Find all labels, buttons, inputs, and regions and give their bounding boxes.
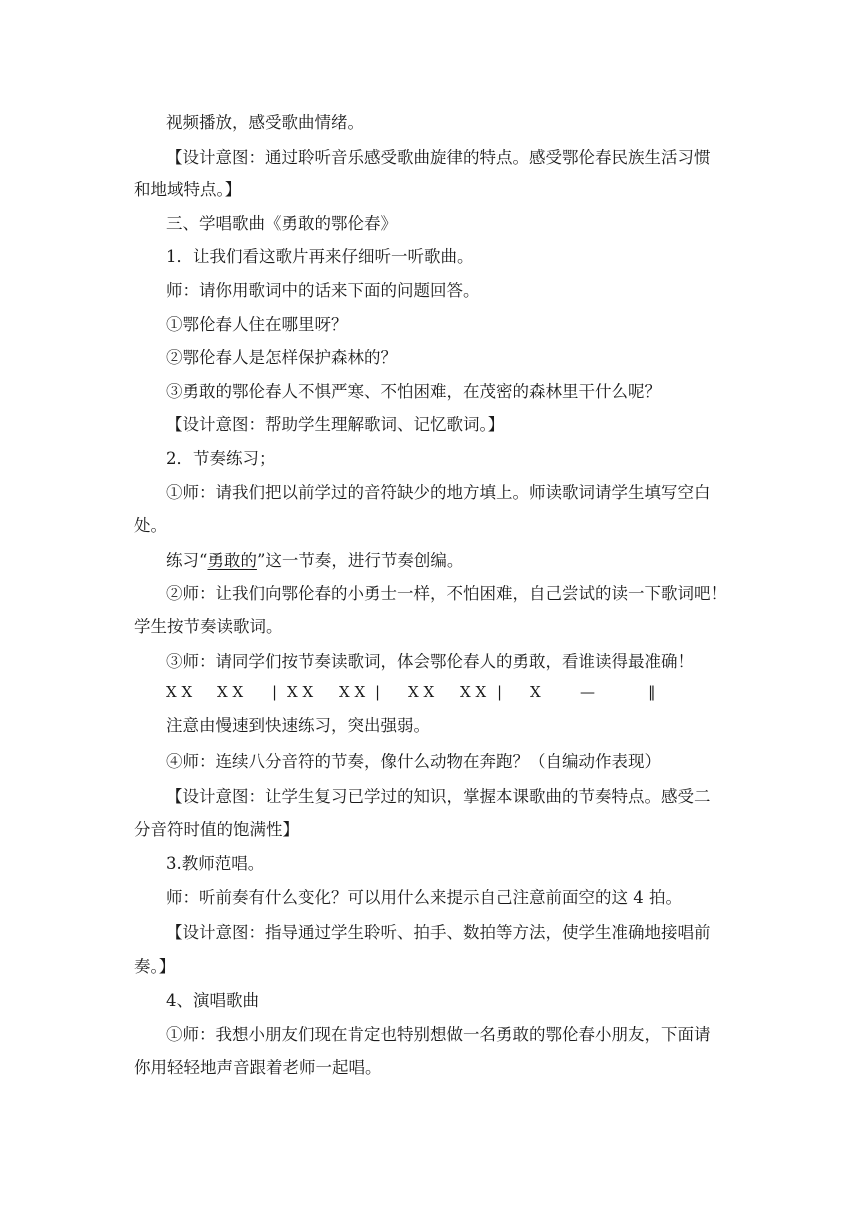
rhythm-note-pair: X X: [339, 683, 366, 701]
subsection-heading: 3.教师范唱。: [166, 854, 265, 873]
rhythm-practice-line: [166, 550, 766, 572]
rhythm-note: X: [530, 683, 541, 701]
rhythm-note-pair: X X: [460, 683, 487, 701]
text-line: 师：请你用歌词中的话来下面的问题回答。: [166, 281, 480, 300]
design-intent-line: 【设计意图：通过聆听音乐感受歌曲旋律的特点。感受鄂伦春民族生活习惯: [166, 148, 711, 167]
question-item: ③勇敢的鄂伦春人不惧严寒、不怕困难，在茂密的森林里干什么呢？: [166, 382, 661, 401]
bar-line: |: [272, 683, 278, 701]
underlined-word: 勇敢的: [207, 551, 257, 570]
question-item: ①鄂伦春人住在哪里呀？: [166, 315, 348, 334]
tie-dash: —: [580, 683, 595, 701]
rhythm-note-pair: X X: [217, 683, 244, 701]
text-fragment: 练习“: [166, 551, 208, 570]
design-intent-line: 【设计意图：指导通过学生聆听、拍手、数拍等方法，使学生准确地接唱前: [166, 923, 711, 942]
text-line: ①师：我想小朋友们现在肯定也特别想做一名勇敢的鄂伦春小朋友，下面请: [166, 1025, 711, 1044]
text-fragment: ”这一节奏，进行节奏创编。: [256, 551, 464, 570]
text-line: ②师：让我们向鄂伦春的小勇士一样，不怕困难，自己尝试的读一下歌词吧！: [166, 584, 727, 603]
text-line: 奏。】: [134, 957, 176, 976]
rhythm-note-pair: X X: [166, 683, 193, 701]
end-bar-line: ‖: [648, 683, 656, 701]
rhythm-note-pair: X X: [287, 683, 314, 701]
text-line: ①师：请我们把以前学过的音符缺少的地方填上。师读歌词请学生填写空白: [166, 483, 711, 502]
subsection-heading: 2．节奏练习；: [166, 449, 276, 468]
text-line: 1．让我们看这歌片再来仔细听一听歌曲。: [166, 247, 474, 266]
text-line: 分音符时值的饱满性】: [134, 820, 299, 839]
text-line: 和地域特点。】: [134, 180, 242, 199]
section-heading: 三、学唱歌曲《勇敢的鄂伦春》: [166, 214, 397, 233]
text-line: 你用轻轻地声音跟着老师一起唱。: [134, 1058, 382, 1077]
text-line: 学生按节奏读歌词。: [134, 617, 283, 636]
design-intent-line: 【设计意图：帮助学生理解歌词、记忆歌词。】: [166, 415, 505, 434]
text-line: 注意由慢速到快速练习，突出强弱。: [166, 716, 430, 735]
subsection-heading: 4、演唱歌曲: [166, 991, 259, 1010]
text-line: ④师：连续八分音符的节奏，像什么动物在奔跑？（自编动作表现）: [166, 752, 661, 771]
rhythm-note-pair: X X: [408, 683, 435, 701]
text-line: ③师：请同学们按节奏读歌词，体会鄂伦春人的勇敢，看谁读得最准确！: [166, 652, 694, 671]
text-line: 视频播放，感受歌曲情绪。: [166, 113, 364, 132]
question-item: ②鄂伦春人是怎样保护森林的？: [166, 348, 397, 367]
design-intent-line: 【设计意图：让学生复习已学过的知识，掌握本课歌曲的节奏特点。感受二: [166, 787, 711, 806]
bar-line: |: [497, 683, 503, 701]
text-line: 师：听前奏有什么变化？可以用什么来提示自己注意前面空的这 4 拍。: [166, 888, 682, 907]
text-line: 处。: [134, 516, 167, 535]
bar-line: |: [375, 683, 381, 701]
